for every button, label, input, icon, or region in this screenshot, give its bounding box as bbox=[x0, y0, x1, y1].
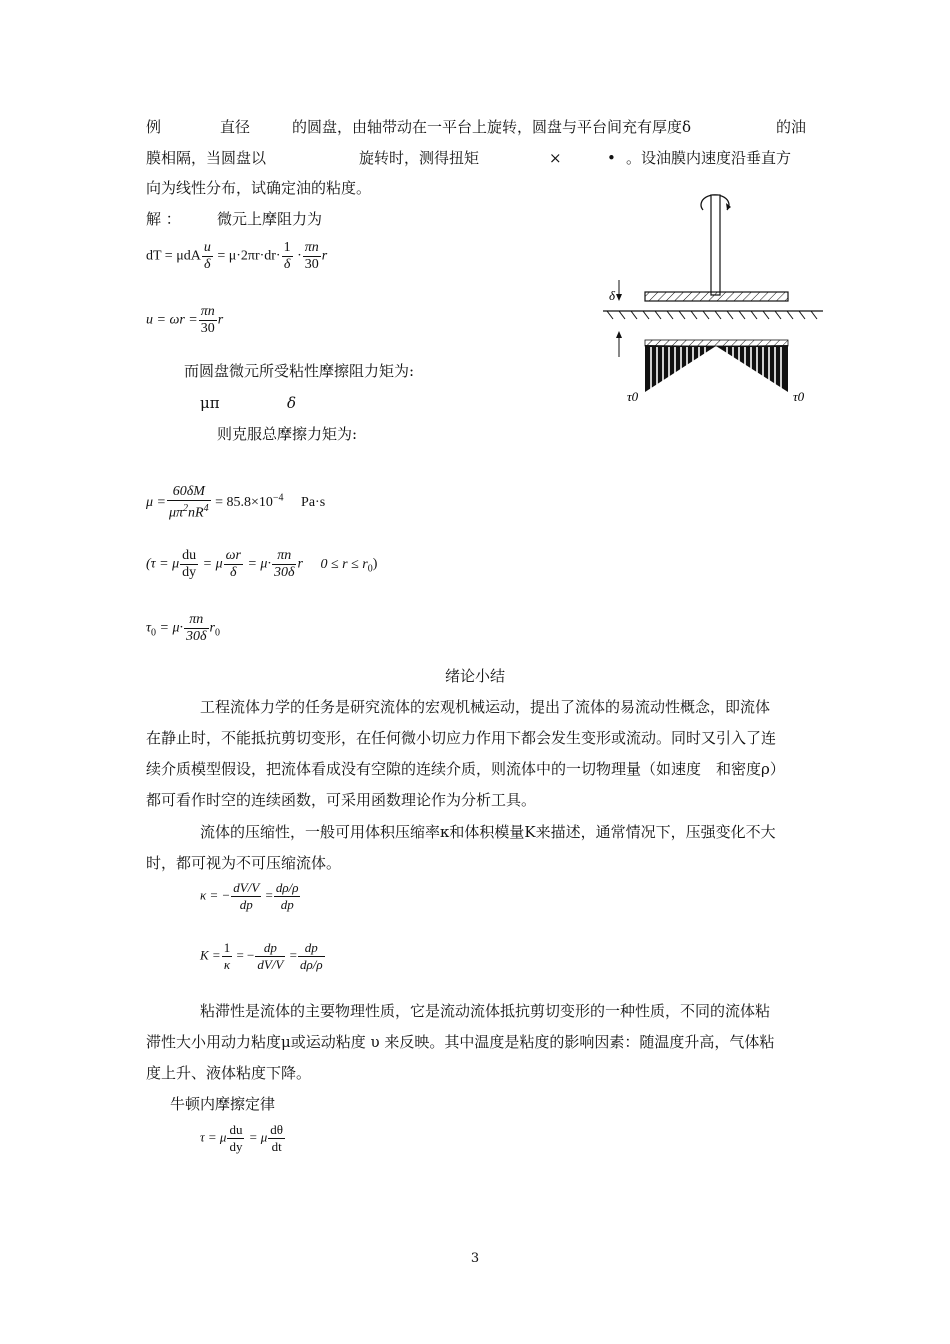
moment-intro: 而圆盘微元所受粘性摩擦阻力矩为: bbox=[184, 362, 415, 380]
equation-dT: dT = μdA $\frac{u}{\delta}$ = μ·2πr·dr· $\frac{1}{\delta}$ · $\frac{\pi n}{30}$ r bbox=[146, 240, 328, 272]
eq1-frac-u: $\frac{u}{\delta}$ bbox=[203, 240, 211, 272]
example-line2-rotation: 旋转时，测得扭矩 bbox=[359, 149, 480, 167]
equation-tau0: $\tau_0 = \mu\cdot$ $\frac{\pi n}{30\delta}$ $r_0$ bbox=[146, 612, 220, 644]
summary-p1-line3: 续介质模型假设，把流体看成没有空隙的连续介质，则流体中的一切物理量（如速度 和密度ρ） bbox=[146, 760, 785, 778]
summary-p2-line2: 时，都可视为不可压缩流体。 bbox=[146, 854, 342, 872]
example-line2-end: 。设油膜内速度沿垂直方 bbox=[626, 149, 792, 167]
summary-p1-line2: 在静止时，不能抵抗剪切变形，在任何微小切应力作用下都会发生变形或流动。同时又引入了连 bbox=[146, 729, 777, 747]
summary-p3-line3: 度上升、液体粘度下降。 bbox=[146, 1064, 312, 1082]
equation-newton-friction: τ = μ $\frac{du}{dy}$ = μ $\frac{d\theta}{dt}$ bbox=[200, 1122, 283, 1154]
eq2-left: u = ωr = bbox=[146, 312, 198, 328]
summary-p1-line4: 都可看作时空的连续函数，可采用函数理论作为分析工具。 bbox=[146, 791, 537, 809]
equation-bulk-modulus: K = $\frac{1}{\kappa}$ = − $\frac{dp}{dV/V}$ = $\frac{dp}{d\rho/\rho}$ bbox=[200, 940, 323, 972]
eq3-frac: $\frac{60\delta M}{\mu\pi^2nR^4}$ bbox=[168, 484, 209, 521]
shaft bbox=[711, 195, 720, 295]
equation-kappa: κ = − $\frac{dV/V}{dp}$ = $\frac{d\rho/\rho}{dp}$ bbox=[200, 880, 299, 912]
equation-mu: μ = $\frac{60\delta M}{\mu\pi^2nR^4}$ = $85.8\times 10^{-4}$ Pa·s bbox=[146, 484, 326, 521]
page-number: 3 bbox=[470, 1251, 480, 1266]
newton-law-heading: 牛顿内摩擦定律 bbox=[170, 1095, 276, 1113]
figure-delta-label: δ bbox=[609, 288, 616, 303]
figure-tau0-right: τ0 bbox=[793, 389, 805, 404]
example-line3: 向为线性分布，试确定油的粘度。 bbox=[146, 179, 372, 197]
summary-title: 绪论小结 bbox=[444, 667, 505, 685]
solution-intro: 微元上摩阻力为 bbox=[217, 210, 323, 228]
equation-u: u = ωr = $\frac{\pi n}{30}$ r bbox=[146, 304, 224, 336]
eq2-frac: $\frac{\pi n}{30}$ bbox=[200, 304, 215, 336]
equation-tau-range: (τ = μ $\frac{du}{dy}$ = μ $\frac{\omega r}{\delta}$ = μ· $\frac{\pi n}{30\delta}$ r $0 \le r \le r_0$) bbox=[146, 548, 378, 580]
example-line1-end: 的油 bbox=[776, 118, 807, 136]
disk bbox=[645, 292, 788, 301]
solution-label: 解 ： bbox=[146, 210, 181, 228]
moment-fragment-delta: δ bbox=[287, 394, 297, 412]
example-word: 例 bbox=[146, 118, 162, 136]
eq3-unit: Pa·s bbox=[301, 495, 326, 511]
times-sign: × bbox=[549, 149, 562, 167]
eq1-frac-pin: $\frac{\pi n}{30}$ bbox=[304, 240, 319, 272]
shear-stress-distribution bbox=[645, 345, 788, 392]
eq1-frac-one: $\frac{1}{\delta}$ bbox=[283, 240, 291, 272]
summary-p3-line2: 滞性大小用动力粘度μ或运动粘度 υ 来反映。其中温度是粘度的影响因素：随温度升高，气体粘 bbox=[146, 1033, 775, 1051]
diameter-word: 直径 bbox=[220, 118, 251, 136]
moment-fragment-mupi: μπ bbox=[200, 394, 220, 412]
total-intro: 则克服总摩擦力矩为: bbox=[217, 425, 358, 443]
example-line1-text: 的圆盘，由轴带动在一平台上旋转，圆盘与平台间充有厚度δ bbox=[292, 118, 692, 136]
eq1-left: dT = μdA bbox=[146, 248, 201, 264]
summary-p3-line1: 粘滞性是流体的主要物理性质，它是流动流体抵抗剪切变形的一种性质，不同的流体粘 bbox=[200, 1002, 771, 1020]
figure-tau0-left: τ0 bbox=[627, 389, 639, 404]
example-line2-start: 膜相隔，当圆盘以 bbox=[146, 149, 267, 167]
disk-viscometer-figure bbox=[595, 185, 840, 410]
summary-p2-line1: 流体的压缩性，一般可用体积压缩率κ和体积模量K来描述，通常情况下，压强变化不大 bbox=[200, 823, 776, 841]
summary-p1-line1: 工程流体力学的任务是研究流体的宏观机械运动，提出了流体的易流动性概念，即流体 bbox=[200, 698, 771, 716]
eq1-mid: = μ·2πr·dr· bbox=[217, 248, 281, 264]
dot-sign: • bbox=[607, 149, 616, 167]
